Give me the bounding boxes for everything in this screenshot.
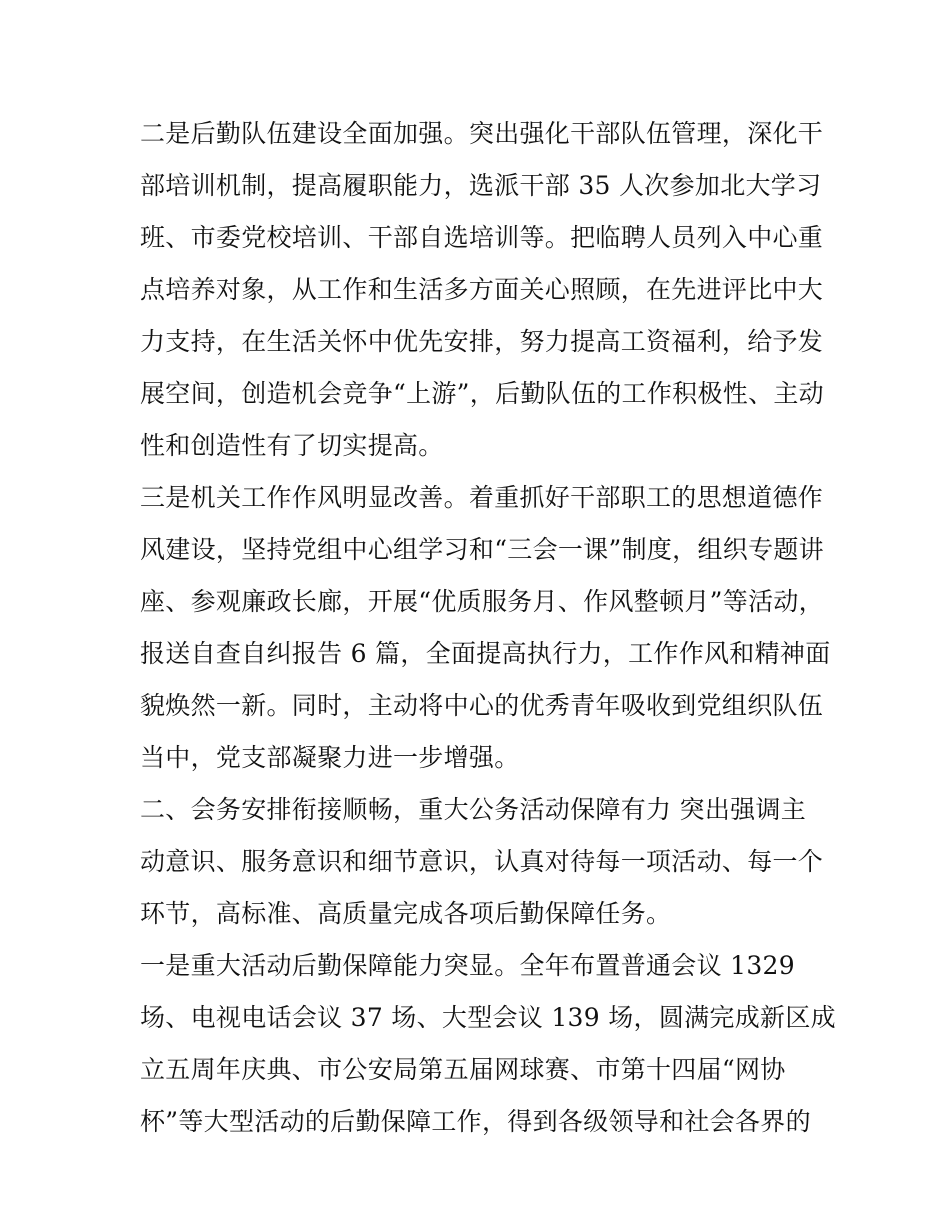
text-line: 立五周年庆典、市公安局第五届网球赛、市第十四届“网协: [140, 1055, 786, 1084]
text-line: 部培训机制，提高履职能力，选派干部 35 人次参加北大学习: [140, 171, 822, 200]
text-line: 当中，党支部凝聚力进一步增强。: [140, 743, 520, 772]
text-line: 性和创造性有了切实提高。: [140, 431, 444, 460]
text-line: 场、电视电话会议 37 场、大型会议 139 场，圆满完成新区成: [140, 1003, 836, 1032]
text-line: 二是后勤队伍建设全面加强。突出强化干部队伍管理，深化干: [140, 119, 824, 148]
text-line: 一是重大活动后勤保障能力突显。全年布置普通会议 1329: [140, 951, 795, 980]
document-body: [140, 108, 836, 1148]
text-line: 班、市委党校培训、干部自选培训等。把临聘人员列入中心重: [140, 223, 824, 252]
text-line: 杯”等大型活动的后勤保障工作，得到各级领导和社会各界的: [140, 1107, 811, 1136]
text-line: 三是机关工作作风明显改善。着重抓好干部职工的思想道德作: [140, 483, 824, 512]
text-line: 座、参观廉政长廊，开展“优质服务月、作风整顿月”等活动，: [140, 587, 824, 616]
text-line: 展空间，创造机会竞争“上游”，后勤队伍的工作积极性、主动: [140, 379, 824, 408]
text-line: 风建设，坚持党组中心组学习和“三会一课”制度，组织专题讲: [140, 535, 824, 564]
text-line: 貌焕然一新。同时，主动将中心的优秀青年吸收到党组织队伍: [140, 691, 824, 720]
text-line: 二、会务安排衔接顺畅，重大公务活动保障有力 突出强调主: [140, 795, 807, 824]
text-line: 力支持，在生活关怀中优先安排，努力提高工资福利，给予发: [140, 327, 824, 356]
text-line: 报送自查自纠报告 6 篇，全面提高执行力，工作作风和精神面: [140, 639, 831, 668]
text-line: 环节，高标准、高质量完成各项后勤保障任务。: [140, 899, 672, 928]
text-line: 动意识、服务意识和细节意识，认真对待每一项活动、每一个: [140, 847, 824, 876]
text-line: 点培养对象，从工作和生活多方面关心照顾，在先进评比中大: [140, 275, 824, 304]
